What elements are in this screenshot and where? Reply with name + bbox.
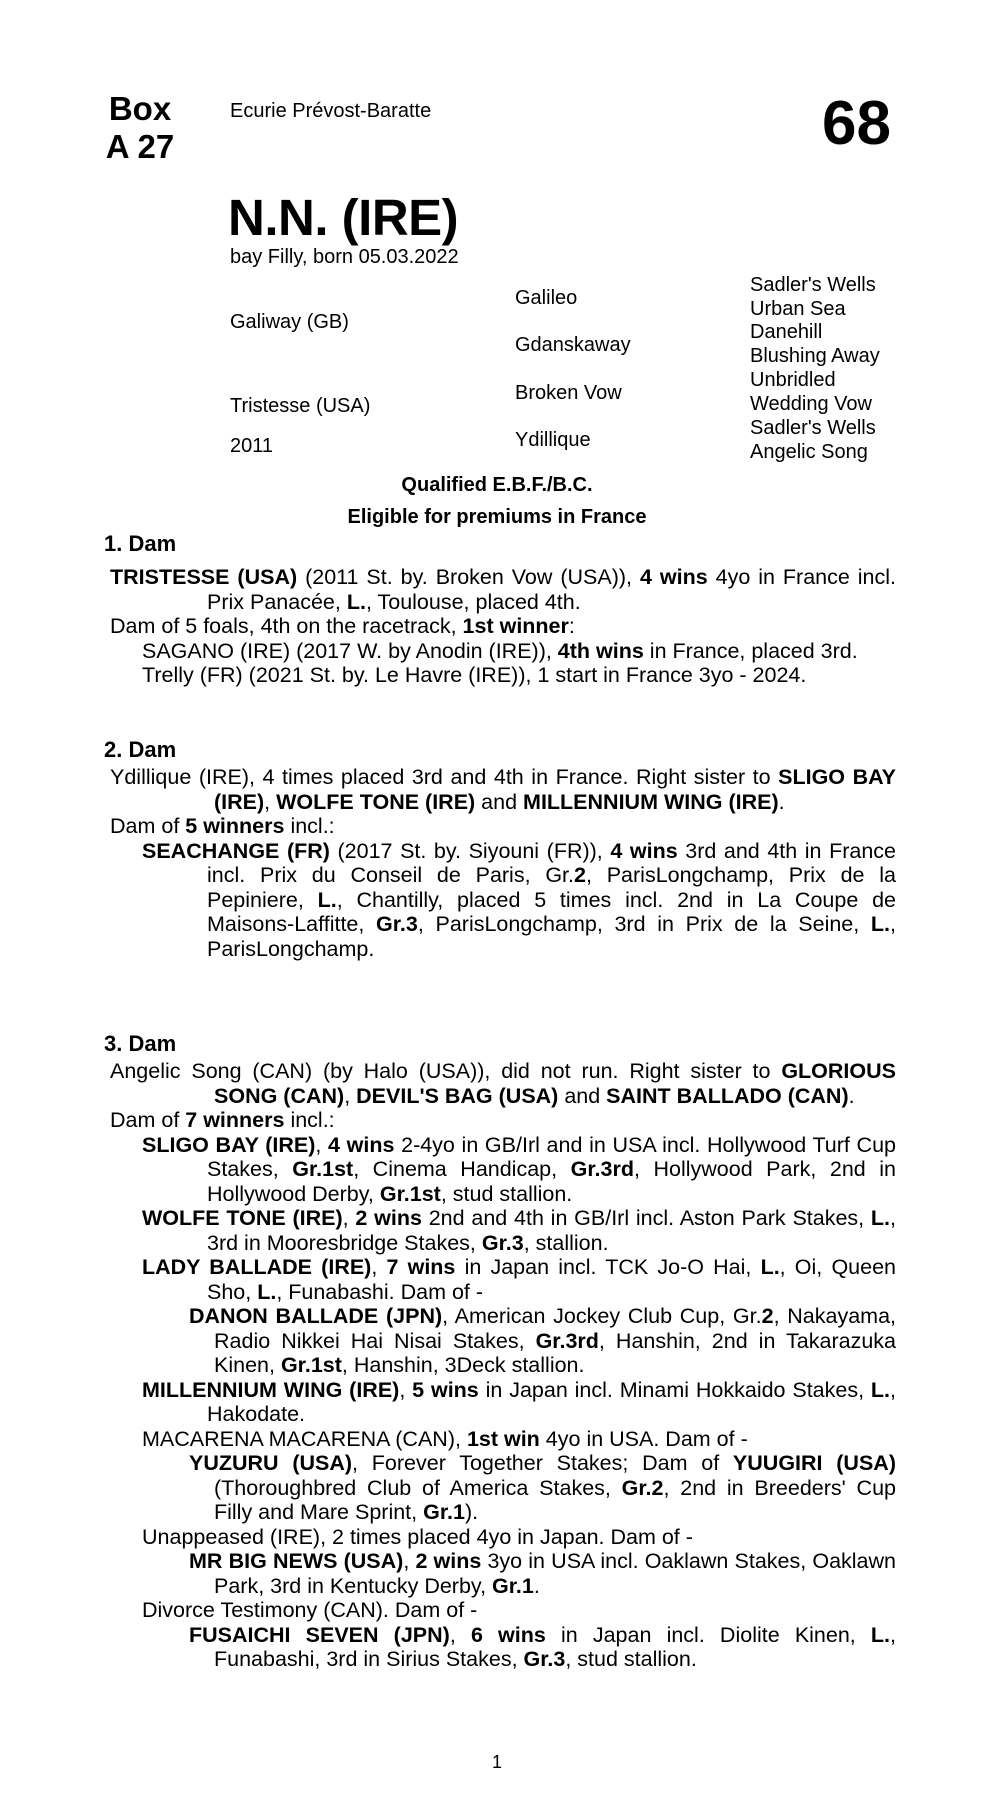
box-label-text: Box xyxy=(108,90,172,127)
pedigree-g3: Danehill xyxy=(750,321,823,343)
page-number: 1 xyxy=(491,1752,502,1772)
pedigree-dam-sire: Broken Vow xyxy=(515,382,622,404)
pedigree-g5: Unbridled xyxy=(750,369,836,391)
pedigree-g7: Sadler's Wells xyxy=(750,417,876,439)
pedigree-g1: Sadler's Wells xyxy=(750,274,876,296)
qualified-note: Qualified E.B.F./B.C. xyxy=(401,474,593,496)
pedigree-g4: Blushing Away xyxy=(750,345,880,367)
pedigree-dam-dam: Ydillique xyxy=(515,429,591,451)
box-label xyxy=(98,90,182,166)
pedigree-sire: Galiway (GB) xyxy=(230,311,349,333)
box-value: A 27 xyxy=(105,128,175,165)
dam1-entry: TRISTESSE (USA) (2011 St. by. Broken Vow (USA)), 4 wins 4yo in France incl. Prix Panacée, L., Toulouse, placed 4th. Dam of 5 foals, 4th on the racetrack, 1st winner: SAGANO (IRE) (2017 W. by Anodin (IRE)), 4th wins in France, placed 3rd. Trelly (FR) (2021 St. by. Le Havre (IRE)), 1 start in France 3yo - 2024. xyxy=(110,565,897,687)
consignor: Ecurie Prévost-Baratte xyxy=(230,100,432,122)
pedigree-dam: Tristesse (USA) xyxy=(230,395,371,417)
pedigree-g2: Urban Sea xyxy=(750,298,846,320)
pedigree-sire-dam: Gdanskaway xyxy=(515,334,631,356)
eligible-note: Eligible for premiums in France xyxy=(347,506,647,528)
horse-name: N.N. (IRE) xyxy=(228,189,459,246)
pedigree-dam-year: 2011 xyxy=(230,435,274,457)
section-1-heading: 1. Dam xyxy=(104,531,177,556)
section-3-heading: 3. Dam xyxy=(104,1031,177,1056)
pedigree-sire-sire: Galileo xyxy=(515,287,578,309)
dam2-entry: Ydillique (IRE), 4 times placed 3rd and 4th in France. Right sister to SLIGO BAY (IRE), WOLFE TONE (IRE) and MILLENNIUM WING (IRE). Dam of 5 winners incl.: SEACHANGE (FR) (2017 St. by. Siyouni (FR)), 4 wins 3rd and 4th in France incl. Prix du Conseil de Paris, Gr.2, ParisLongchamp, Prix de la Pepiniere, L., Chantilly, placed 5 times incl. 2nd in La Coupe de Maisons-Laffitte, Gr.3, ParisLongchamp, 3rd in Prix de la Seine, L., ParisLongchamp. xyxy=(110,765,897,961)
dam3-entry: Angelic Song (CAN) (by Halo (USA)), did not run. Right sister to GLORIOUS SONG (CAN), DEVIL'S BAG (USA) and SAINT BALLADO (CAN). Dam of 7 winners incl.: SLIGO BAY (IRE), 4 wins 2-4yo in GB/Irl and in USA incl. Hollywood Turf Cup Stakes, Gr.1st, Cinema Handicap, Gr.3rd, Hollywood Park, 2nd in Hollywood Derby, Gr.1st, stud stallion. WOLFE TONE (IRE), 2 wins 2nd and 4th in GB/Irl incl. Aston Park Stakes, L., 3rd in Mooresbridge Stakes, Gr.3, stallion. LADY BALLADE (IRE), 7 wins in Japan incl. TCK Jo-O Hai, L., Oi, Queen Sho, L., Funabashi. Dam of - DANON BALLADE (JPN), American Jockey Club Cup, Gr.2, Nakayama, Radio Nikkei Hai Nisai Stakes, Gr.3rd, Hanshin, 2nd in Takarazuka Kinen, Gr.1st, Hanshin, 3Deck stallion. MILLENNIUM WING (IRE), 5 wins in Japan incl. Minami Hokkaido Stakes, L., Hakodate. MACARENA MACARENA (CAN), 1st win 4yo in USA. Dam of - YUZURU (USA), Forever Together Stakes; Dam of YUUGIRI (USA) (Thoroughbred Club of America Stakes, Gr.2, 2nd in Breeders' Cup Filly and Mare Sprint, Gr.1). Unappeased (IRE), 2 times placed 4yo in Japan. Dam of - MR BIG NEWS (USA), 2 wins 3yo in USA incl. Oaklawn Stakes, Oaklawn Park, 3rd in Kentucky Derby, Gr.1. Divorce Testimony (CAN). Dam of - FUSAICHI SEVEN (JPN), 6 wins in Japan incl. Diolite Kinen, L., Funabashi, 3rd in Sirius Stakes, Gr.3, stud stallion. xyxy=(110,1059,897,1671)
pedigree-g6: Wedding Vow xyxy=(750,393,872,415)
lot-number: 68 xyxy=(822,89,891,158)
horse-description: bay Filly, born 05.03.2022 xyxy=(230,246,459,268)
pedigree-g8: Angelic Song xyxy=(750,441,868,463)
section-2-heading: 2. Dam xyxy=(104,737,177,762)
